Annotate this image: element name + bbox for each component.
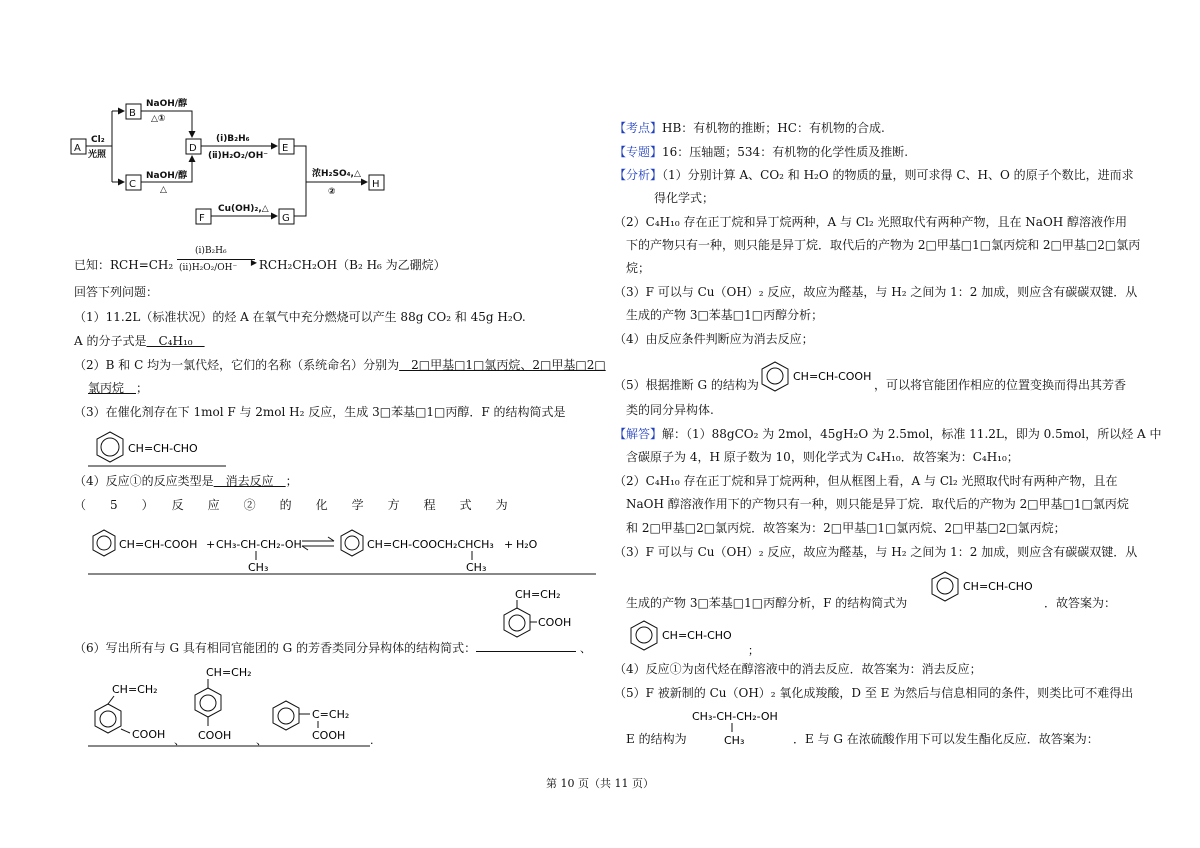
jd5-alc: CH₃-CH-CH₂-OH <box>692 710 778 723</box>
q6-label: （6）写出所有与 G 具有相同官能团的 G 的芳香类同分异构体的结构简式： <box>74 641 477 655</box>
fx5-structure <box>757 358 877 398</box>
box-g-label: G <box>282 213 290 224</box>
cond-egh-top: 浓H₂SO₄,△ <box>312 169 361 179</box>
jd1b: 含碳原子为 4，H 原子数为 10，则化学式为 C₄H₁₀．故答案为：C₄H₁₀； <box>626 450 1019 464</box>
cond-fg: Cu(OH)₂,△ <box>218 204 269 214</box>
jd5-ch3: CH₃ <box>724 734 745 747</box>
fx3b: 生成的产物 3□苯基□1□丙醇分析； <box>626 308 824 322</box>
jd3b-post: ．故答案为： <box>1044 596 1117 610</box>
fx4: （4）由反应条件判断应为消去反应； <box>614 332 814 346</box>
prompt: 回答下列问题： <box>74 285 159 299</box>
box-h-label: H <box>372 179 380 190</box>
cond-bd-top: NaOH/醇 <box>146 99 188 109</box>
fx5b: 类的同分异构体. <box>626 403 714 417</box>
cond-de-bot: (ⅱ)H₂O₂/OH⁻ <box>208 151 268 161</box>
known-arrow-top: (ⅰ)B₂H₆ <box>195 246 227 256</box>
known-line <box>74 246 446 273</box>
q2-line2 <box>88 381 148 396</box>
q6-end: . <box>370 734 374 747</box>
box-b-label: B <box>129 108 136 119</box>
cond-de-top: (ⅰ)B₂H₆ <box>216 134 250 144</box>
known-arrow: (ⅰ)B₂H₆ ▶ (ⅱ)H₂O₂/OH⁻ <box>177 258 255 273</box>
fx2b: 下的产物只有一种，则只能是异丁烷．取代后的产物为 2□甲基□1□氯丙烷和 2□甲基□2□氯丙 <box>626 238 1141 252</box>
fx5-post: ，可以将官能团作相应的位置变换而得出其芳香 <box>874 378 1127 392</box>
jd3c-end: ； <box>748 644 759 657</box>
q2-answer-1: 2□甲基□1□氯丙烷、2□甲基□2□ <box>399 358 606 372</box>
box-a-label: A <box>74 143 81 154</box>
iso3-top: CH=CH₂ <box>206 666 252 679</box>
box-f-label: F <box>199 213 205 224</box>
fx2a: （2）C₄H₁₀ 存在正丁烷和异丁烷两种，A 与 Cl₂ 光照取代有两种产物，且在 NaOH 醇溶液作用 <box>614 215 1128 229</box>
page-footer: 第 10 页（共 11 页） <box>546 777 654 790</box>
jd4: （4）反应①为卤代烃在醇溶液中的消去反应．故答案为：消去反应； <box>614 662 982 676</box>
q4-end: ； <box>285 474 298 488</box>
q2-answer-2: 氯丙烷 <box>88 381 137 395</box>
box-c-label: C <box>129 179 136 190</box>
jd3a: （3）F 可以与 Cu（OH）₂ 反应，故应为醛基，与 H₂ 之间为 1：2 加成，则应含有碳碳双键．从 <box>614 545 1138 559</box>
jd2b: NaOH 醇溶液作用下的产物只有一种，则只能是异丁烷．取代后的产物为 2□甲基□1□氯丙烷 <box>626 497 1129 511</box>
q1-text: （1）11.2L（标准状况）的烃 A 在氧气中充分燃烧可以产生 88g CO₂ 和 45g H₂O. <box>74 310 526 324</box>
equation <box>88 524 598 576</box>
zhuanti <box>614 145 908 160</box>
jd3-structure <box>925 568 1050 608</box>
zhuanti-tag: 【专题】 <box>614 145 663 159</box>
cond-cl2: Cl₂ <box>91 135 105 145</box>
q6-label-line <box>74 640 576 656</box>
fenxi-tag: 【分析】 <box>614 168 663 182</box>
jd5b-pre: E 的结构为 <box>626 732 687 746</box>
fx1b: 得化学式； <box>654 191 715 205</box>
f-struct-text: CH=CH-CHO <box>128 442 198 455</box>
jd5a: （5）F 被新制的 Cu（OH）₂ 氧化成羧酸，D 至 E 为然后与信息相同的条件，则类比可不难得出 <box>614 686 1134 700</box>
jd1a: 解：（1）88gCO₂ 为 2mol，45gH₂O 为 2.5mol，标准 11.2L，即为 0.5mol，所以烃 A 中 <box>662 427 1162 441</box>
reaction-scheme <box>66 94 396 234</box>
eq-g: CH=CH-COOH <box>119 538 198 551</box>
eq-plus-2: + <box>504 538 514 551</box>
q4-line <box>74 474 298 489</box>
iso-sep-2: 、 <box>174 734 185 747</box>
iso1-side: COOH <box>538 616 572 629</box>
q5-label: （ 5 ） 反 应 ② 的 化 学 方 程 式 为 <box>74 498 508 512</box>
eq-ester-ch3: CH₃ <box>466 561 487 574</box>
q1-answer: C₄H₁₀ <box>146 334 205 348</box>
q3-text: （3）在催化剂存在下 1mol F 与 2mol H₂ 反应，生成 3□苯基□1□丙醇．F 的结构简式是 <box>74 405 566 419</box>
jd5b-post: ．E 与 G 在浓硫酸作用下可以发生酯化反应．故答案为： <box>793 732 1099 746</box>
isomers-row <box>88 666 388 751</box>
q4-answer: 消去反应 <box>213 474 286 488</box>
q2-text: （2）B 和 C 均为一氯代烃，它们的名称（系统命名）分别为 <box>74 358 400 372</box>
fx1a: （1）分别计算 A、CO₂ 和 H₂O 的物质的量，则可求得 C、H、O 的原子个数比，进而求 <box>662 168 1134 182</box>
f-structure <box>88 428 228 468</box>
fx3a: （3）F 可以与 Cu（OH）₂ 反应，故应为醛基，与 H₂ 之间为 1：2 加成，则应含有碳碳双键．从 <box>614 285 1138 299</box>
jd3c-structure <box>624 617 764 657</box>
box-d-label: D <box>189 143 197 154</box>
kaodian <box>614 121 885 136</box>
eq-water: H₂O <box>516 538 538 551</box>
q1-label: A 的分子式是 <box>74 334 147 348</box>
jd3c-struct-text: CH=CH-CHO <box>662 629 732 642</box>
zhuanti-text: 16：压轴题；534：有机物的化学性质及推断. <box>662 145 909 159</box>
cond-egh-bot: ② <box>328 187 336 197</box>
cond-cd-bot: △ <box>160 185 167 195</box>
q2-line1 <box>74 358 606 373</box>
kaodian-tag: 【考点】 <box>614 121 663 135</box>
iso2-top: CH=CH₂ <box>112 683 158 696</box>
known-product: RCH₂CH₂OH（B₂ H₆ 为乙硼烷） <box>258 258 446 272</box>
fx2c: 烷； <box>626 261 651 275</box>
iso1-top: CH=CH₂ <box>515 588 561 601</box>
box-e-label: E <box>282 143 289 154</box>
jd5-structure <box>690 706 810 748</box>
q2-end: ； <box>136 381 149 395</box>
iso4-side: C=CH₂ <box>312 708 350 721</box>
cond-light: 光照 <box>88 150 107 160</box>
q4-label: （4）反应①的反应类型是 <box>74 474 214 488</box>
eq-alcohol-ch3: CH₃ <box>248 561 269 574</box>
q1-answer-line <box>74 334 205 349</box>
iso2-side: COOH <box>132 728 166 741</box>
known-prefix: 已知：R <box>74 258 120 272</box>
jieda-1a <box>614 427 1162 442</box>
fx5-struct-text: CH=CH-COOH <box>793 370 872 383</box>
iso4-bot: COOH <box>312 729 346 742</box>
jd2a: （2）C₄H₁₀ 存在正丁烷和异丁烷两种，但从框图上看，A 与 Cl₂ 光照取代时有两种产物，且在 <box>614 474 1118 488</box>
kaodian-text: HB：有机物的推断；HC：有机物的合成. <box>662 121 885 135</box>
eq-alcohol: CH₃-CH-CH₂-OH <box>216 538 302 551</box>
eq-ester: CH=CH-COOCH₂CHCH₃ <box>367 538 494 551</box>
jd3-struct-text: CH=CH-CHO <box>963 580 1033 593</box>
jd2c: 和 2□甲基□2□氯丙烷．故答案为：2□甲基□1□氯丙烷、2□甲基□2□氯丙烷； <box>626 521 1066 535</box>
jieda-tag: 【解答】 <box>614 427 663 441</box>
cond-bd-bot: △① <box>151 114 166 124</box>
iso-sep-3: 、 <box>256 734 267 747</box>
fx5-pre: （5）根据推断 G 的结构为 <box>614 378 759 392</box>
known-arrow-bot: (ⅱ)H₂O₂/OH⁻ <box>179 263 238 273</box>
iso3-bot: COOH <box>198 729 232 742</box>
iso-sep-1: 、 <box>580 642 591 655</box>
fenxi-1a <box>614 168 1134 183</box>
eq-plus-1: + <box>206 538 216 551</box>
jd3b-pre: 生成的产物 3□苯基□1□丙醇分析，F 的结构简式为 <box>626 596 908 610</box>
known-reactant: CH=CH₂ <box>119 258 174 272</box>
cond-cd-top: NaOH/醇 <box>146 171 188 181</box>
